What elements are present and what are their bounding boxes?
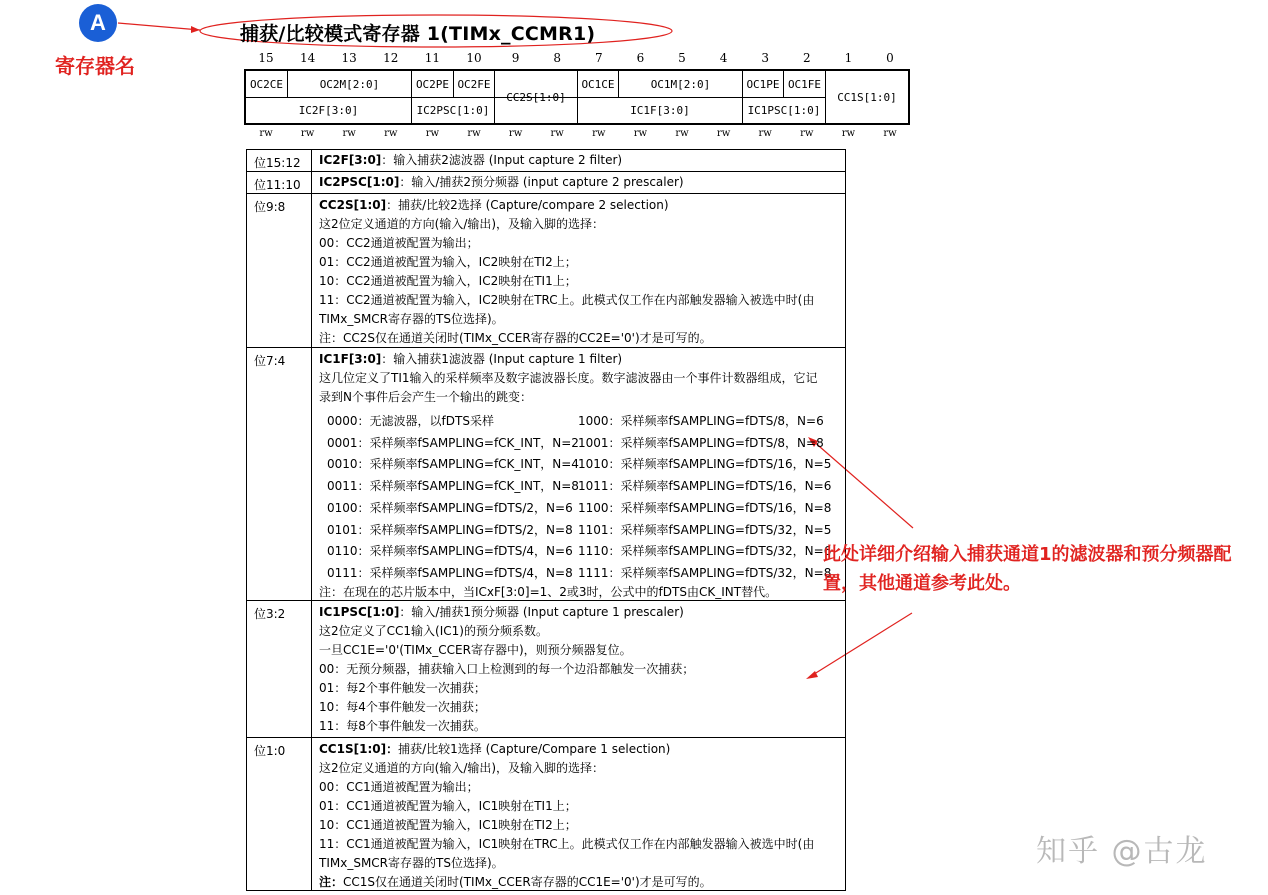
reg-cell-oc2m: OC2M[2:0] bbox=[288, 71, 412, 97]
field-title: ：输入/捕获1预分频器 (Input capture 1 prescaler) bbox=[399, 605, 684, 619]
filter-setting-right: 1011：采样频率fSAMPLING=fDTS/16，N=6 bbox=[578, 479, 832, 494]
table-row-cc1s bbox=[247, 738, 845, 891]
desc-note-head: 注： bbox=[319, 875, 344, 889]
filter-setting-left: 0010：采样频率fSAMPLING=fCK_INT，N=4 bbox=[327, 457, 579, 472]
desc-line: 00：无预分频器，捕获输入口上检测到的每一个边沿都触发一次捕获； bbox=[319, 662, 695, 676]
reg-cell-oc1fe: OC1FE bbox=[784, 71, 826, 97]
desc-line: 这几位定义了TI1输入的采样频率及数字滤波器长度。数字滤波器由一个事件计数器组成，它记 bbox=[319, 371, 818, 385]
filter-setting-left: 0101：采样频率fSAMPLING=fDTS/2，N=8 bbox=[327, 522, 573, 537]
bit-number: 1 bbox=[844, 51, 853, 65]
field-title: 捕获/比较1选择 (Capture/Compare 1 selection) bbox=[398, 742, 671, 756]
bit-label: 位1:0 bbox=[247, 738, 312, 891]
rw-label: rw bbox=[633, 128, 648, 139]
filter-setting-left: 0100：采样频率fSAMPLING=fDTS/2，N=6 bbox=[327, 500, 573, 515]
desc-line: 10：CC1通道被配置为输入，IC1映射在TI2上； bbox=[319, 818, 577, 832]
field-desc: CC1S[1:0]：捕获/比较1选择 (Capture/Compare 1 selection) 这2位定义通道的方向(输入/输出)，及输入脚的选择： 00：CC1通道被配置为输出； 01：CC1通道被配置为输入，IC1映射在TI1上； 10：CC1通道被配置为输入，IC1映射在TI2上； 11：CC1通道被配置为输入，IC1映射在TRC上。此模式仅工作在内部触发器输入被选中时(由 TIMx_SMCR寄存器的TS位选择)。 注：CC1S仅在通道关闭时(TIMx_CCER寄存器的CC1E='0')才是可写的。 bbox=[319, 740, 841, 892]
field-title: ：捕获/比较2选择 (Capture/compare 2 selection) bbox=[386, 198, 669, 212]
rw-label: rw bbox=[841, 128, 856, 139]
filter-settings-grid bbox=[319, 407, 841, 580]
desc-line: 00：CC1通道被配置为输出； bbox=[319, 780, 479, 794]
rw-label: rw bbox=[467, 128, 481, 139]
desc-line: 录到N个事件后会产生一个输出的跳变： bbox=[319, 390, 532, 404]
reg-cell-cc2s: CC2S[1:0] bbox=[495, 71, 578, 123]
desc-line: 10：每4个事件触发一次捕获； bbox=[319, 700, 486, 714]
rw-label: rw bbox=[384, 128, 398, 139]
annotation-callout: 此处详细介绍输入捕获通道1的滤波器和预分频器配置，其他通道参考此处。 bbox=[823, 544, 1232, 594]
bit-number: 12 bbox=[383, 51, 399, 65]
reg-cell-ic1psc: IC1PSC[1:0] bbox=[743, 98, 826, 123]
desc-line: 这2位定义了CC1输入(IC1)的预分频系数。 bbox=[319, 624, 548, 638]
reg-cell-oc1pe: OC1PE bbox=[743, 71, 784, 97]
desc-note: 注：在现在的芯片版本中，当ICxF[3:0]=1、2或3时，公式中的fDTS由CK_INT替代。 bbox=[319, 585, 778, 599]
rw-label: rw bbox=[550, 128, 564, 139]
desc-line: 00：CC2通道被配置为输出； bbox=[319, 236, 479, 250]
field-desc bbox=[319, 173, 841, 192]
field-name: CC1S[1:0] bbox=[319, 742, 387, 756]
reg-cell-oc1m: OC1M[2:0] bbox=[619, 71, 743, 97]
reg-cell-oc2ce: OC2CE bbox=[246, 71, 288, 97]
page-title: 捕获/比较模式寄存器 1(TIMx_CCMR1) bbox=[240, 23, 596, 45]
field-name: IC1F[3:0] bbox=[319, 352, 382, 366]
bit-label: 位15:12 bbox=[247, 150, 312, 171]
bit-number: 2 bbox=[802, 51, 811, 65]
bit-number: 0 bbox=[886, 51, 894, 65]
reg-cell-ic2f: IC2F[3:0] bbox=[246, 98, 412, 123]
rw-label: rw bbox=[342, 128, 356, 139]
reg-divider-right bbox=[578, 97, 826, 98]
desc-line: 11：每8个事件触发一次捕获。 bbox=[319, 719, 486, 733]
bit-number: 8 bbox=[553, 51, 561, 65]
rw-label: rw bbox=[758, 128, 772, 139]
bit-number: 10 bbox=[466, 51, 482, 65]
bit-number: 4 bbox=[719, 51, 728, 65]
badge-arrow-head bbox=[191, 26, 200, 33]
reg-cell-oc1ce: OC1CE bbox=[578, 71, 619, 97]
desc-line: 10：CC2通道被配置为输入，IC2映射在TI1上； bbox=[319, 274, 577, 288]
bit-label: 位7:4 bbox=[247, 348, 312, 600]
filter-setting-left: 0111：采样频率fSAMPLING=fDTS/4，N=8 bbox=[327, 565, 573, 580]
table-row-ic2f bbox=[247, 150, 845, 172]
table-row-cc2s bbox=[247, 194, 845, 348]
table-row-ic1psc bbox=[247, 601, 845, 738]
reg-cell-ic2psc: IC2PSC[1:0] bbox=[412, 98, 495, 123]
register-diagram bbox=[244, 69, 910, 125]
field-title: ：输入捕获2滤波器 (Input capture 2 filter) bbox=[381, 153, 623, 167]
desc-line: TIMx_SMCR寄存器的TS位选择)。 bbox=[319, 856, 504, 870]
field-name: IC1PSC[1:0] bbox=[319, 605, 400, 619]
field-desc bbox=[319, 603, 841, 736]
desc-line: 11：CC1通道被配置为输入，IC1映射在TRC上。此模式仅工作在内部触发器输入被选中时(由 bbox=[319, 837, 815, 851]
table-row-ic1f bbox=[247, 348, 845, 601]
bit-label: 位11:10 bbox=[247, 172, 312, 193]
filter-setting-right: 1111：采样频率fSAMPLING=fDTS/32，N=8 bbox=[578, 565, 832, 580]
table-row-ic2psc bbox=[247, 172, 845, 194]
filter-setting-left: 0011：采样频率fSAMPLING=fCK_INT，N=8 bbox=[327, 479, 579, 494]
watermark: 知乎 @古龙 bbox=[1036, 834, 1208, 869]
rw-label: rw bbox=[508, 128, 523, 139]
rw-label: rw bbox=[716, 128, 731, 139]
rw-label: rw bbox=[800, 128, 814, 139]
field-name: IC2PSC[1:0] bbox=[319, 175, 400, 189]
bit-number: 9 bbox=[511, 51, 520, 65]
bit-number: 7 bbox=[594, 51, 603, 65]
field-title: ：输入/捕获2预分频器 (input capture 2 prescaler) bbox=[399, 175, 684, 189]
bit-number: 13 bbox=[341, 51, 357, 65]
bit-number: 3 bbox=[761, 51, 769, 65]
desc-note: CC1S仅在通道关闭时(TIMx_CCER寄存器的CC1E='0')才是可写的。 bbox=[343, 875, 712, 889]
bit-number: 6 bbox=[636, 51, 645, 65]
filter-setting-left: 0000：无滤波器，以fDTS采样 bbox=[327, 414, 494, 428]
bit-number: 15 bbox=[258, 51, 274, 65]
filter-setting-left: 0110：采样频率fSAMPLING=fDTS/4，N=6 bbox=[327, 544, 573, 559]
rw-label: rw bbox=[300, 128, 315, 139]
bit-number: 14 bbox=[299, 51, 316, 65]
field-desc bbox=[319, 151, 841, 170]
filter-setting-right: 1010：采样频率fSAMPLING=fDTS/16，N=5 bbox=[578, 457, 832, 472]
rw-label: rw bbox=[675, 128, 689, 139]
desc-line: 这2位定义通道的方向(输入/输出)，及输入脚的选择： bbox=[319, 217, 605, 231]
field-name: IC2F[3:0] bbox=[319, 153, 382, 167]
field-name: CC2S[1:0] bbox=[319, 198, 387, 212]
rw-label: rw bbox=[259, 128, 273, 139]
filter-setting-right: 1001：采样频率fSAMPLING=fDTS/8，N=8 bbox=[578, 435, 824, 450]
bit-number: 5 bbox=[678, 51, 686, 65]
filter-setting-right: 1000：采样频率fSAMPLING=fDTS/8，N=6 bbox=[578, 414, 824, 428]
filter-setting-right: 1110：采样频率fSAMPLING=fDTS/32，N=6 bbox=[578, 544, 832, 559]
filter-setting-right: 1101：采样频率fSAMPLING=fDTS/32，N=5 bbox=[578, 522, 832, 537]
field-desc bbox=[319, 350, 841, 602]
bit-label: 位3:2 bbox=[247, 601, 312, 737]
desc-line: 01：每2个事件触发一次捕获； bbox=[319, 681, 486, 695]
filter-setting-right: 1100：采样频率fSAMPLING=fDTS/16，N=8 bbox=[578, 500, 832, 515]
rw-label: rw bbox=[592, 128, 606, 139]
field-desc bbox=[319, 196, 841, 348]
desc-line: 11：CC2通道被配置为输入，IC2映射在TRC上。此模式仅工作在内部触发器输入被选中时(由 bbox=[319, 293, 815, 307]
register-name-caption: 寄存器名 bbox=[55, 54, 135, 78]
field-description-table bbox=[246, 149, 846, 891]
rw-label: rw bbox=[425, 128, 440, 139]
reg-cell-cc1s: CC1S[1:0] bbox=[837, 90, 897, 104]
bit-label: 位9:8 bbox=[247, 194, 312, 347]
desc-line: 一旦CC1E='0'(TIMx_CCER寄存器中)，则预分频器复位。 bbox=[319, 643, 632, 657]
reg-cell-ic1f: IC1F[3:0] bbox=[578, 98, 743, 123]
rw-label: rw bbox=[883, 128, 897, 139]
badge-arrow-line bbox=[118, 23, 200, 30]
bit-number: 11 bbox=[424, 51, 441, 65]
desc-line: 01：CC2通道被配置为输入，IC2映射在TI2上； bbox=[319, 255, 577, 269]
reg-cell-oc2fe: OC2FE bbox=[454, 71, 495, 97]
desc-line: 01：CC1通道被配置为输入，IC1映射在TI1上； bbox=[319, 799, 577, 813]
reg-cell-oc2pe: OC2PE bbox=[412, 71, 454, 97]
section-badge: A bbox=[79, 4, 117, 42]
desc-line: 注：CC2S仅在通道关闭时(TIMx_CCER寄存器的CC2E='0')才是可写的。 bbox=[319, 331, 712, 345]
field-title: ：输入捕获1滤波器 (Input capture 1 filter) bbox=[381, 352, 623, 366]
filter-setting-left: 0001：采样频率fSAMPLING=fCK_INT，N=2 bbox=[327, 435, 579, 450]
desc-line: 这2位定义通道的方向(输入/输出)，及输入脚的选择： bbox=[319, 761, 605, 775]
desc-line: TIMx_SMCR寄存器的TS位选择)。 bbox=[319, 312, 504, 326]
